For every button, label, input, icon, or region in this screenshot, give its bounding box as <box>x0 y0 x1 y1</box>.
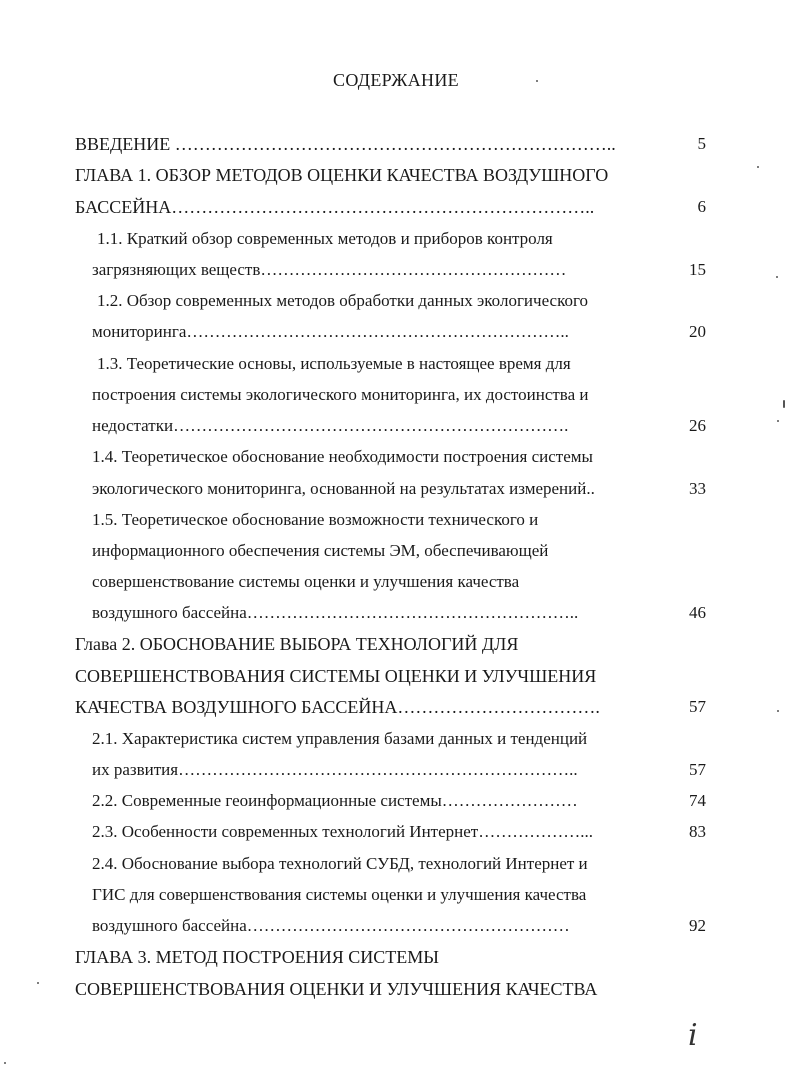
toc-line-section-2-1: 2.1. Характеристика систем управления базами данных и тенденций <box>92 729 588 748</box>
toc-line-section-1-3-cont2: недостатки……………………………………………………………. <box>92 416 569 435</box>
toc-line-section-1-4-cont: экологического мониторинга, основанной на результатах измерений.. <box>92 479 595 498</box>
page-number-introduction: 5 <box>697 134 706 153</box>
toc-line-section-2-1-cont: их развития…………………………………………………………….. <box>92 760 578 779</box>
toc-line-chapter2-title-cont1: СОВЕРШЕНСТВОВАНИЯ СИСТЕМЫ ОЦЕНКИ И УЛУЧШЕНИЯ <box>75 666 597 686</box>
toc-line-section-1-3-cont1: построения системы экологического мониторинга, их достоинства и <box>92 385 589 404</box>
toc-line-section-1-5-cont1: информационного обеспечения системы ЭМ, обеспечивающей <box>92 541 549 560</box>
page-number-section-1-2: 20 <box>689 322 706 341</box>
toc-line-section-1-3: 1.3. Теоретические основы, используемые в настоящее время для <box>97 354 571 373</box>
page-number-section-2-2: 74 <box>689 791 706 810</box>
toc-line-chapter3-title-cont: СОВЕРШЕНСТВОВАНИЯ ОЦЕНКИ И УЛУЧШЕНИЯ КАЧЕСТВА <box>75 979 598 999</box>
toc-line-section-2-2: 2.2. Современные геоинформационные системы…………………… <box>92 791 578 810</box>
scan-speck <box>4 1062 6 1064</box>
page-number-section-1-1: 15 <box>689 260 706 279</box>
scan-speck <box>783 400 785 408</box>
page-number-section-2-4: 92 <box>689 916 706 935</box>
page-number-section-2-1: 57 <box>689 760 706 779</box>
toc-line-chapter1-title: ГЛАВА 1. ОБЗОР МЕТОДОВ ОЦЕНКИ КАЧЕСТВА ВОЗДУШНОГО <box>75 165 609 185</box>
toc-line-section-2-3: 2.3. Особенности современных технологий Интернет………………... <box>92 822 593 841</box>
page-number-section-1-4: 33 <box>689 479 706 498</box>
page-number-section-1-3: 26 <box>689 416 706 435</box>
page-title: СОДЕРЖАНИЕ <box>333 70 459 90</box>
toc-line-section-2-4: 2.4. Обоснование выбора технологий СУБД, технологий Интернет и <box>92 854 588 873</box>
toc-line-chapter2-title-cont2: КАЧЕСТВА ВОЗДУШНОГО БАССЕЙНА……………………………. <box>75 697 600 717</box>
toc-line-chapter1-title-cont: БАССЕЙНА…………………………………………………………….. <box>75 197 595 217</box>
toc-line-section-1-1-cont: загрязняющих веществ……………………………………………… <box>92 260 567 279</box>
page-number-section-1-5: 46 <box>689 603 706 622</box>
scan-speck <box>777 710 779 712</box>
toc-line-section-1-2: 1.2. Обзор современных методов обработки данных экологического <box>97 291 589 310</box>
toc-line-chapter2-title: Глава 2. ОБОСНОВАНИЕ ВЫБОРА ТЕХНОЛОГИЙ ДЛЯ <box>75 634 519 654</box>
scan-speck <box>536 80 538 82</box>
page-number-chapter2: 57 <box>689 697 706 716</box>
toc-line-introduction: ВВЕДЕНИЕ ……………………………………………………………….. <box>75 134 616 154</box>
scan-speck <box>757 166 759 168</box>
toc-line-chapter3-title: ГЛАВА 3. МЕТОД ПОСТРОЕНИЯ СИСТЕМЫ <box>75 947 439 967</box>
toc-line-section-1-5-cont2: совершенствование системы оценки и улучшения качества <box>92 572 520 591</box>
page-number-chapter1: 6 <box>697 197 706 216</box>
toc-line-section-2-4-cont1: ГИС для совершенствования системы оценки и улучшения качества <box>92 885 587 904</box>
toc-line-section-1-5-cont3: воздушного бассейна………………………………………………….. <box>92 603 579 622</box>
toc-line-section-1-1: 1.1. Краткий обзор современных методов и приборов контроля <box>97 229 553 248</box>
scan-speck <box>37 982 39 984</box>
scan-speck <box>777 420 779 422</box>
page-number-section-2-3: 83 <box>689 822 706 841</box>
toc-line-section-1-2-cont: мониторинга………………………………………………………….. <box>92 322 569 341</box>
toc-line-section-1-5: 1.5. Теоретическое обоснование возможности технического и <box>92 510 539 529</box>
toc-line-section-2-4-cont2: воздушного бассейна………………………………………………… <box>92 916 570 935</box>
handwritten-mark: i <box>688 1018 698 1053</box>
toc-line-section-1-4: 1.4. Теоретическое обоснование необходимости построения системы <box>92 447 593 466</box>
scan-speck <box>776 276 778 278</box>
